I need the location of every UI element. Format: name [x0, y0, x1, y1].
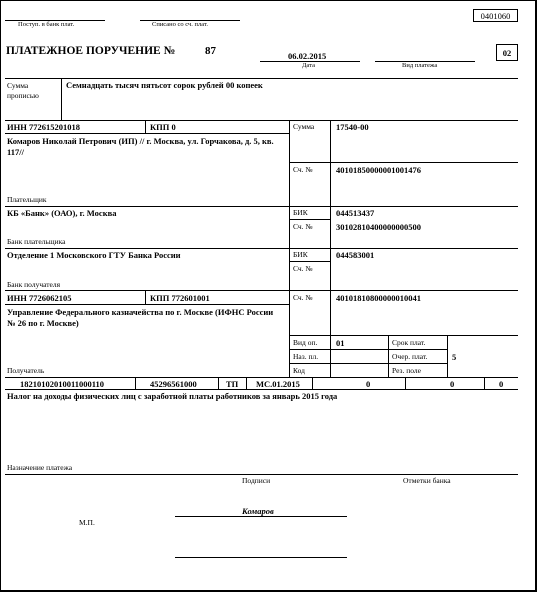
payment-purpose-label: Назначение платежа [7, 463, 73, 472]
amount-words-label-2: прописью [7, 91, 39, 100]
grid-line-inn-row [5, 133, 289, 134]
form-code: 0401060 [480, 10, 511, 21]
tax-divider-1 [135, 377, 136, 389]
tax-divider-6 [484, 377, 485, 389]
payer-bank-bik-label: БИК [293, 208, 308, 217]
document-title: ПЛАТЕЖНОЕ ПОРУЧЕНИЕ № [6, 45, 176, 57]
tax-doc-date: 0 [450, 379, 455, 389]
amount-words-divider [61, 78, 62, 120]
date-label: Дата [302, 62, 315, 69]
grid-line-operation-right-label [388, 335, 389, 377]
ocher-plat-value: 5 [452, 352, 457, 362]
tax-divider-4 [312, 377, 313, 389]
grid-line-payer-bank-bik [289, 219, 330, 220]
payee-bank-label: Банк получателя [7, 280, 61, 289]
payer-kpp: КПП 0 [150, 122, 176, 132]
rez-pole-label: Рез. поле [392, 366, 421, 375]
payee-kpp: КПП 772601001 [150, 293, 210, 303]
srok-plat-label: Срок плат. [392, 338, 426, 347]
document-date: 06.02.2015 [288, 51, 327, 61]
amount-words-top-line [5, 78, 518, 79]
payer-account-label: Сч. № [293, 165, 313, 174]
form-code-box [473, 9, 518, 22]
grid-line-tax-bottom [5, 389, 518, 390]
payee-account-label: Сч. № [293, 293, 313, 302]
payer-account: 40101850000001001476 [336, 165, 421, 175]
payer-bank-account-label: Сч. № [293, 222, 313, 231]
naz-pl-label: Наз. пл. [293, 352, 319, 361]
tax-basis: ТП [226, 379, 239, 389]
tax-doc-number: 0 [366, 379, 371, 389]
payee-bank-bik-label: БИК [293, 250, 308, 259]
payer-label: Плательщик [7, 195, 47, 204]
status-code-box [496, 44, 518, 61]
payee-bank-name: Отделение 1 Московского ГТУ Банка России [7, 250, 181, 260]
grid-line-label-column [330, 120, 331, 377]
payer-bank-bik: 044513437 [336, 208, 375, 218]
payer-bank-label: Банк плательщика [7, 237, 66, 246]
payer-inn: ИНН 772615201018 [7, 122, 80, 132]
status-code: 02 [502, 47, 512, 58]
vid-op-label: Вид оп. [293, 338, 318, 347]
debited-label: Списано со сч. плат. [152, 21, 208, 28]
payer-bank-name: КБ «Банк» (ОАО), г. Москва [7, 208, 117, 218]
grid-line-operation-mid-2 [289, 363, 447, 364]
payer-bank-account: 30102810400000000500 [336, 222, 421, 232]
tax-divider-5 [405, 377, 406, 389]
grid-line-kpp-payer [145, 120, 146, 133]
amount-label: Сумма [293, 122, 315, 131]
grid-line-operation-right-value [447, 335, 448, 377]
ocher-plat-label: Очер. плат. [392, 352, 428, 361]
payee-bank-account-label: Сч. № [293, 264, 313, 273]
grid-line-operation-mid [289, 349, 447, 350]
grid-line-payee-top [5, 290, 518, 291]
stamp-label: М.П. [79, 518, 95, 527]
grid-line-payee-bank-top [5, 248, 518, 249]
signature: Комаров [242, 506, 274, 516]
tax-oktmo: 45296561000 [150, 379, 197, 389]
grid-line-center [289, 120, 290, 377]
grid-line-payee-bank-bik [289, 261, 330, 262]
grid-line-operation-top [289, 335, 518, 336]
payee-account: 40101810800000010041 [336, 293, 421, 303]
amount-words-value: Семнадцать тысяч пятьсот сорок рублей 00 копеек [66, 80, 263, 90]
payment-type-label: Вид платежа [402, 62, 438, 69]
payee-label: Получатель [7, 366, 45, 375]
payee-name: Управление Федерального казначейства по г. Москве (ИФНС России № 26 по г. Москве) [7, 307, 274, 328]
grid-line-kpp-payee [145, 290, 146, 304]
payer-name: Комаров Николай Петрович (ИП) // г. Москва, ул. Горчакова, д. 5, кв. 117// [7, 136, 274, 157]
grid-line-tax-top [5, 377, 518, 378]
signatures-label: Подписи [242, 476, 271, 485]
tax-divider-2 [218, 377, 219, 389]
tax-payment-type: 0 [499, 379, 504, 389]
tax-period: МС.01.2015 [256, 379, 300, 389]
grid-line-payee-inn-row [5, 304, 289, 305]
received-label: Поступ. в банк плат. [18, 21, 75, 28]
tax-kbk: 18210102010011000110 [20, 379, 105, 389]
signature-line-2 [175, 557, 347, 558]
purpose-bottom-line [5, 474, 518, 475]
bank-marks-label: Отметки банка [403, 476, 451, 485]
kod-label: Код [293, 366, 305, 375]
vid-op-value: 01 [336, 338, 345, 348]
grid-line-payer-bank-top [5, 206, 518, 207]
document-number: 87 [205, 45, 216, 57]
signature-line-1 [175, 516, 347, 517]
payee-inn: ИНН 7726062105 [7, 293, 72, 303]
grid-line-payer-top [5, 120, 518, 121]
grid-line-payer-account [289, 162, 518, 163]
amount-words-label-1: Сумма [7, 81, 29, 90]
payee-bank-bik: 044583001 [336, 250, 375, 260]
payment-purpose-text: Налог на доходы физических лиц с заработной платы работников за январь 2015 года [7, 391, 338, 401]
tax-divider-3 [246, 377, 247, 389]
amount-value: 17540-00 [336, 122, 369, 132]
